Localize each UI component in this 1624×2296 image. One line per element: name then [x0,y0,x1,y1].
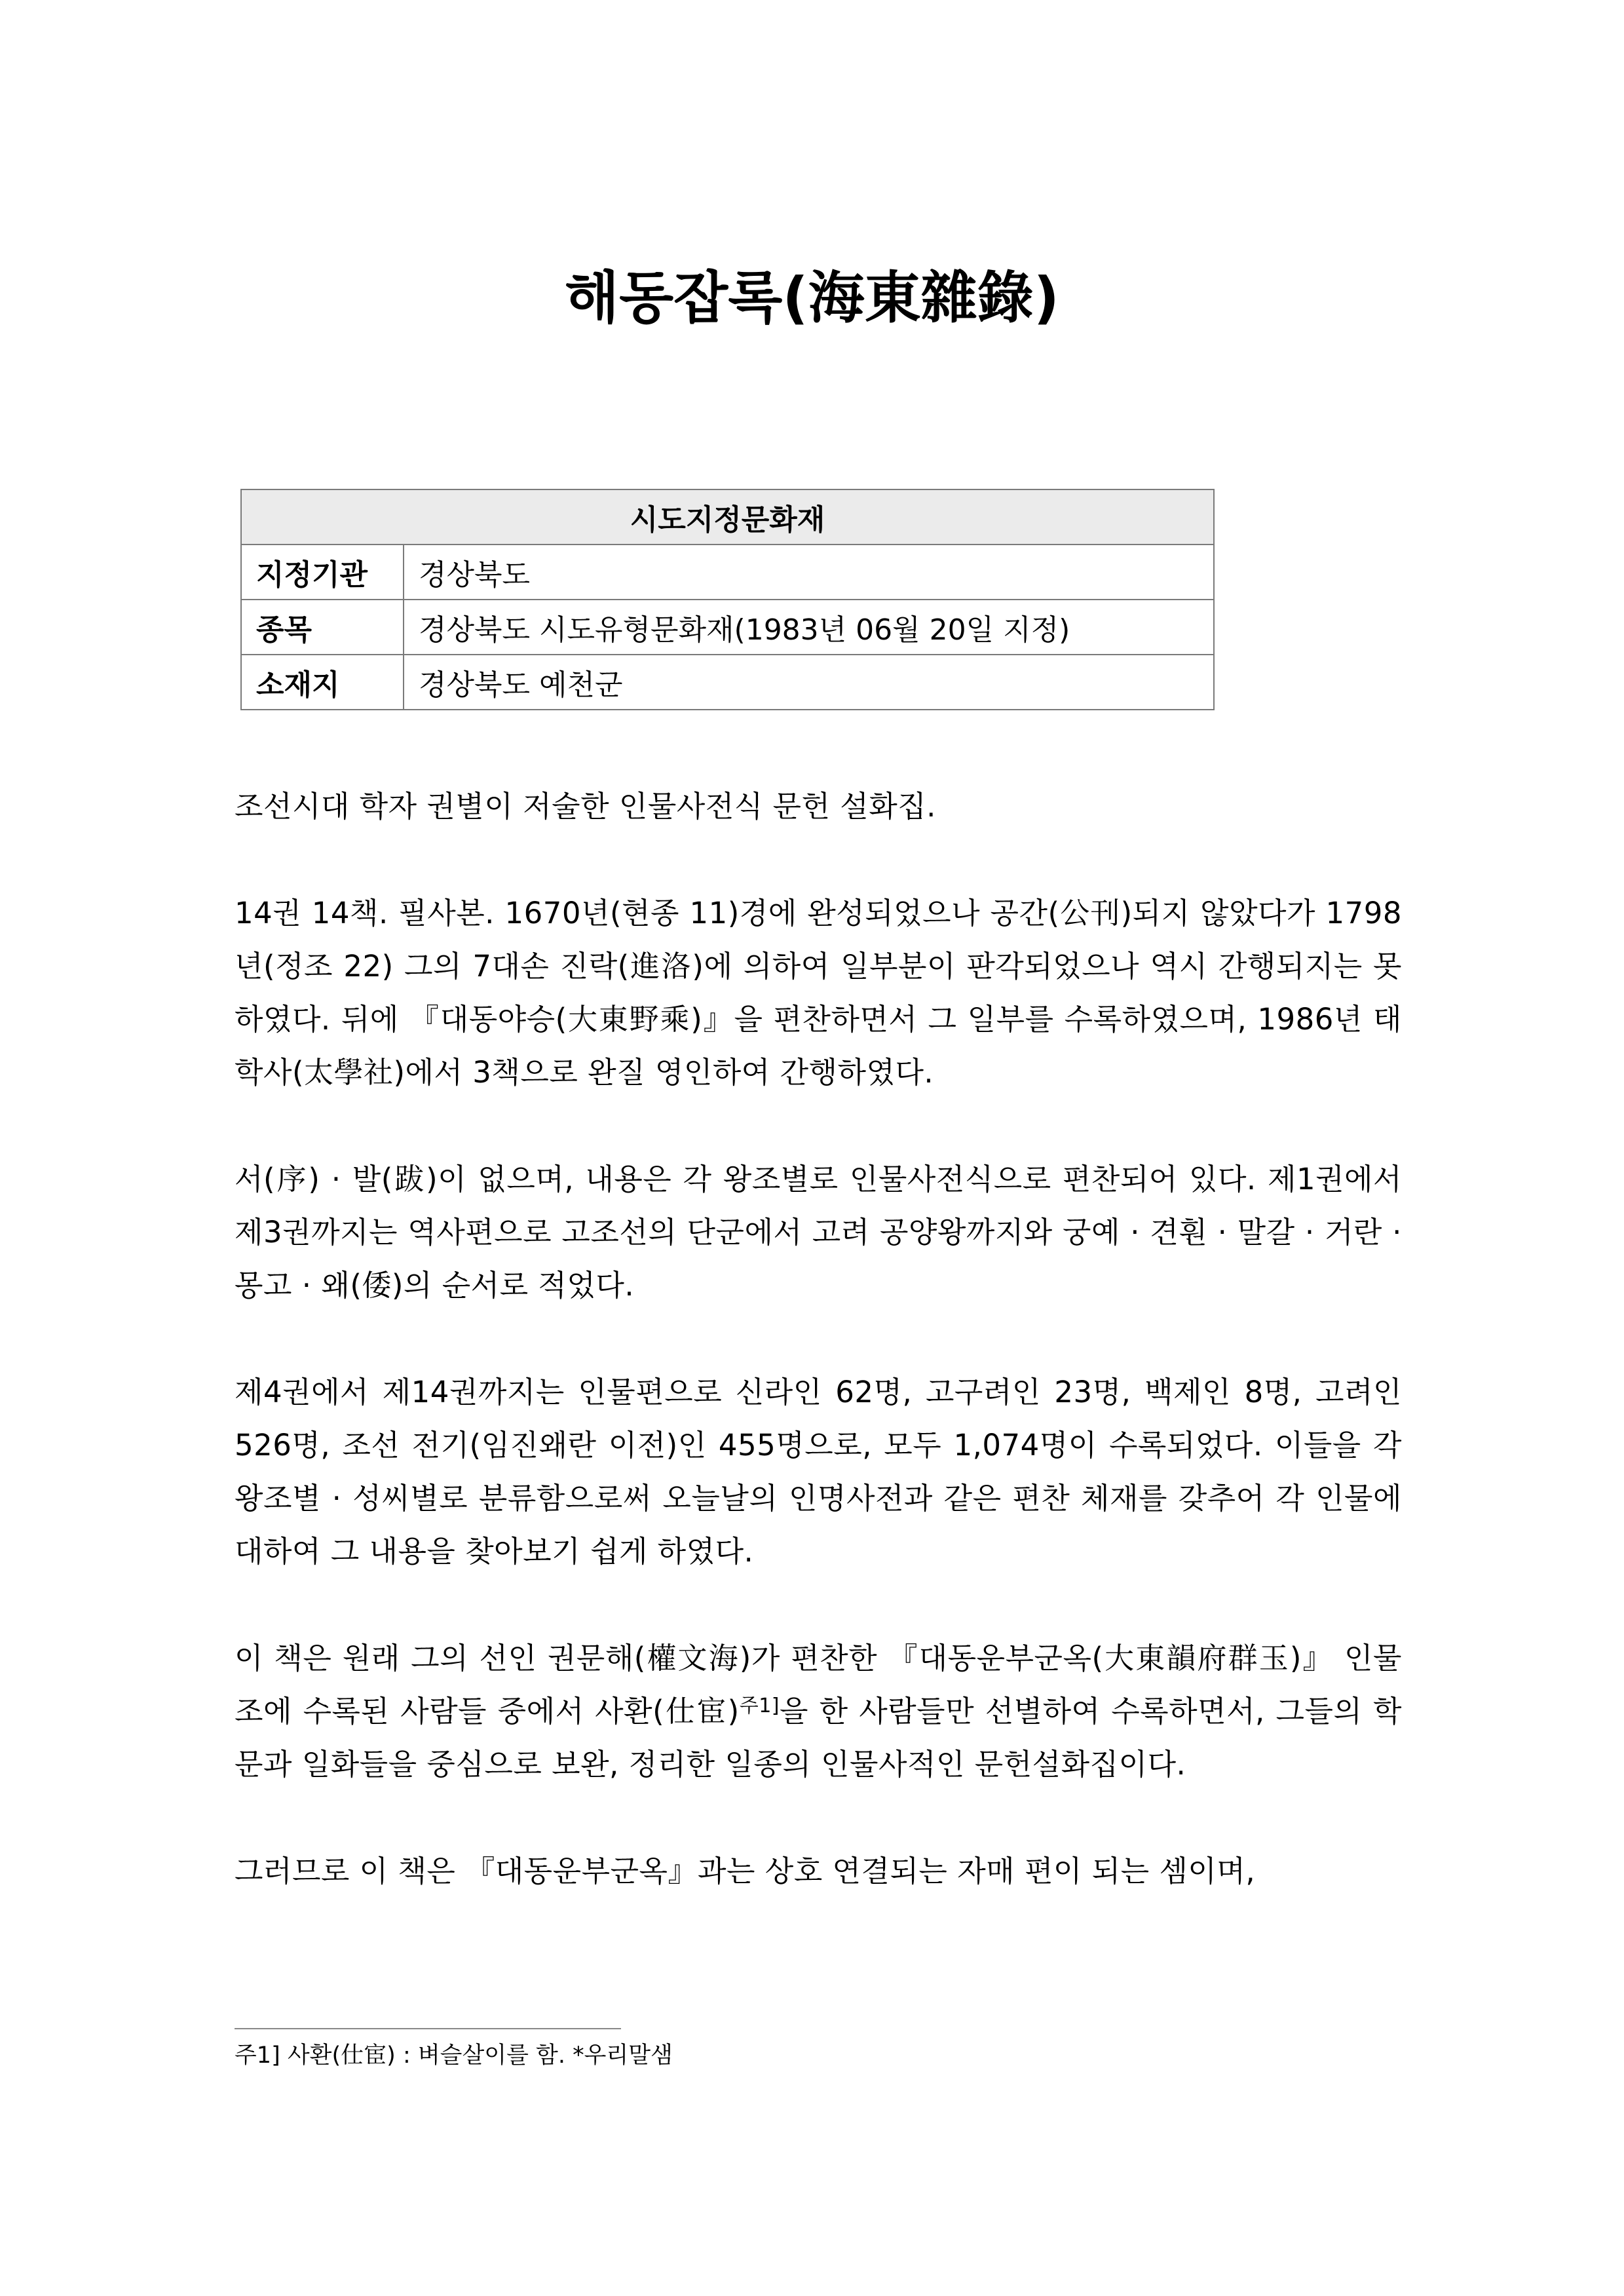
table-row-category [241,600,1214,655]
paragraph-contents: 제4권에서 제14권까지는 인물편으로 신라인 62명, 고구려인 23명, 백제인 8명, 고려인 526명, 조선 전기(임진왜란 이전)인 455명으로, 모두 1,074명이 수록되었다. 이들을 각 왕조별 · 성씨별로 분류함으로써 오늘날의 인명사전과 같은 편찬 체재를 갖추어 각 인물에 대하여 그 내용을 찾아보기 쉽게 하였다. [235,1375,1402,1569]
row-value: 경상북도 시도유형문화재(1983년 06월 20일 지정) [404,600,1214,655]
footnote-separator: : [395,2042,418,2069]
row-key: 지정기관 [241,545,404,600]
row-key: 소재지 [241,655,404,710]
footnote-term: 사환(仕宦) [287,2042,396,2069]
paragraph-origin [235,1632,1402,1791]
footnote [235,2039,1348,2072]
paragraph-structure: 서(序) · 발(跋)이 없으며, 내용은 각 왕조별로 인물사전식으로 편찬되어 있다. 제1권에서 제3권까지는 역사편으로 고조선의 단군에서 고려 공양왕까지와 궁예 · 견훤 · 말갈 · 거란 · 몽고 · 왜(倭)의 순서로 적었다. [235,1162,1402,1303]
row-key: 종목 [241,600,404,655]
footnote-divider [235,2028,621,2029]
table-header-row [241,489,1214,545]
paragraph-origin-text-cont: 을 한 사람들만 선별하여 수록하면서, 그들의 학문과 일화들을 중심으로 보완, 정리한 일종의 인물사적인 문헌설화집이다. [235,1694,1403,1782]
paragraph-publication: 14권 14책. 필사본. 1670년(현종 11)경에 완성되었으나 공간(公刊)되지 않았다가 1798년(정조 22) 그의 7대손 진락(進洛)에 의하여 일부분이 판각되었으나 역시 간행되지는 못하였다. 뒤에 『대동야승(大東野乘)』을 편찬하면서 그 일부를 수록하였으며, 1986년 태학사(太學社)에서 3책으로 완질 영인하여 간행하였다. [235,896,1402,1090]
paragraph-conclusion: 그러므로 이 책은 『대동운부군옥』과는 상호 연결되는 자매 편이 되는 셈이며, [235,1854,1256,1888]
footnote-definition: 벼슬살이를 함. *우리말샘 [417,2042,673,2069]
document-title: 해동잡록(海東雜錄) [565,265,1059,331]
table-row-designating-authority [241,545,1214,600]
row-value: 경상북도 [404,545,1214,600]
table-row-location [241,655,1214,710]
body-text [235,780,1402,1898]
paragraph-summary: 조선시대 학자 권별이 저술한 인물사전식 문헌 설화집. [235,789,936,824]
table-header: 시도지정문화재 [241,489,1214,545]
heritage-info-table [240,489,1215,710]
row-value: 경상북도 예천군 [404,655,1214,710]
footnote-reference[interactable]: 주1] [739,1694,780,1717]
footnote-label: 주1] [235,2042,280,2069]
paragraph-origin-text: 이 책은 원래 그의 선인 권문해(權文海)가 편찬한 『대동운부군옥(大東韻府群玉)』 인물조에 수록된 사람들 중에서 사환(仕宦) [235,1641,1402,1729]
